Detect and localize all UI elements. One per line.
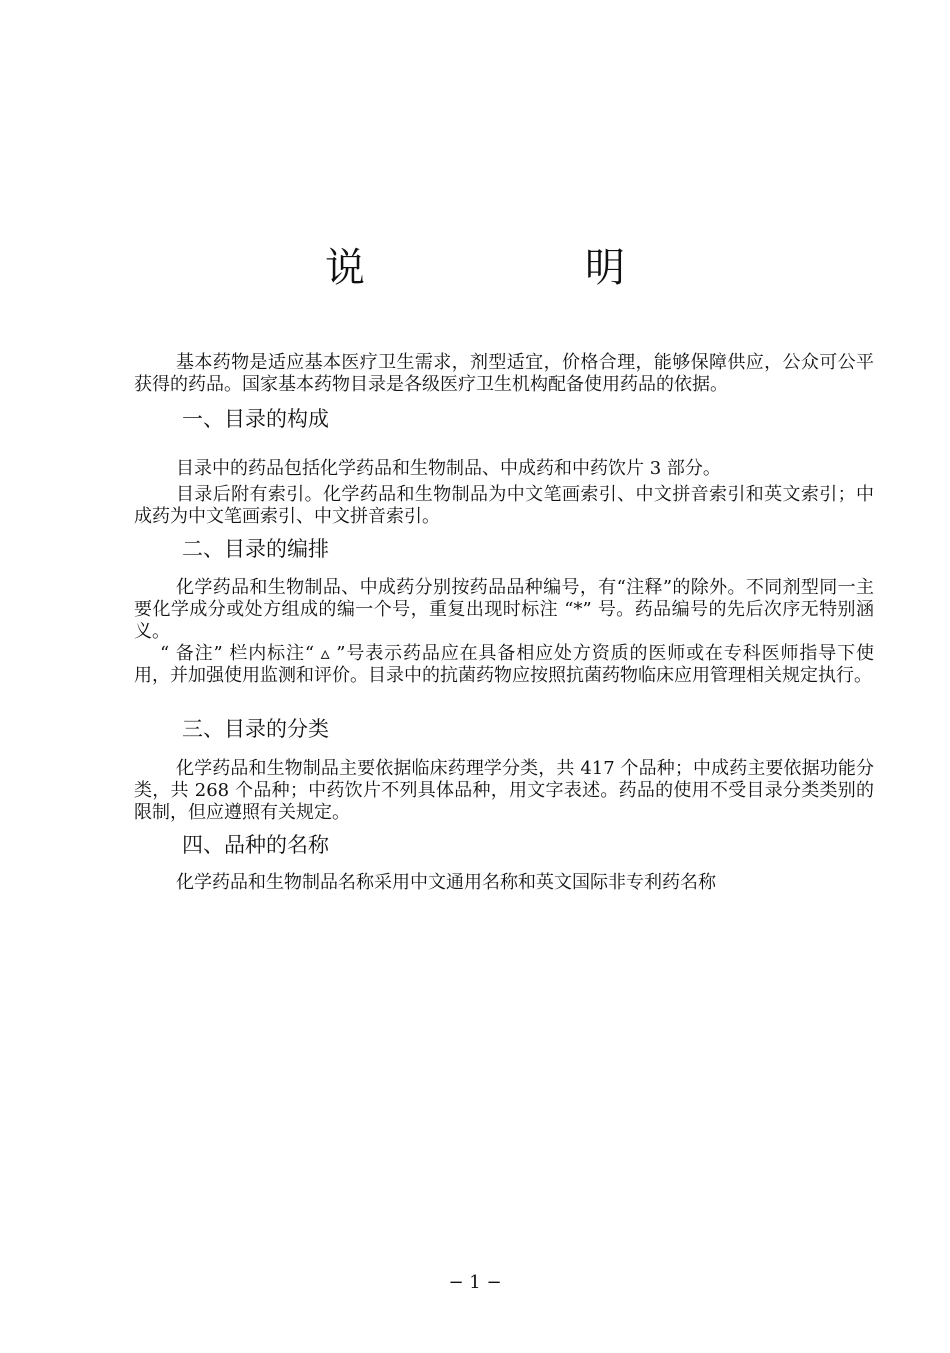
page-number: − 1 −: [448, 1272, 502, 1293]
section-heading-arrangement: 二、目录的编排: [182, 537, 329, 561]
intro-paragraph: 基本药物是适应基本医疗卫生需求，剂型适宜，价格合理，能够保障供应，公众可公平获得的药品。国家基本药物目录是各级医疗卫生机构配备使用药品的依据。: [134, 352, 874, 395]
arrangement-paragraph-2: “ 备注” 栏内标注“ ▵ ”号表示药品应在具备相应处方资质的医师或在专科医师指导下使用，并加强使用监测和评价。目录中的抗菌药物应按照抗菌药物临床应用管理相关规定执行。: [134, 643, 874, 686]
section-heading-composition: 一、目录的构成: [182, 407, 329, 431]
names-paragraph: 化学药品和生物制品名称采用中文通用名称和英文国际非专利药名称: [176, 872, 716, 893]
page-title: 说 明: [325, 245, 715, 291]
classification-paragraph: 化学药品和生物制品主要依据临床药理学分类，共 417 个品种；中成药主要依据功能分类，共 268 个品种；中药饮片不列具体品种，用文字表述。药品的使用不受目录分类类别的限制，但应遵照有关规定。: [134, 758, 874, 823]
arrangement-paragraph-1: 化学药品和生物制品、中成药分别按药品品种编号，有“注释”的除外。不同剂型同一主要化学成分或处方组成的编一个号，重复出现时标注 “*” 号。药品编号的先后次序无特别涵义。: [134, 577, 874, 642]
composition-paragraph-1: 目录中的药品包括化学药品和生物制品、中成药和中药饮片 3 部分。: [176, 458, 721, 479]
section-heading-classification: 三、目录的分类: [182, 717, 329, 741]
section-heading-names: 四、品种的名称: [182, 833, 329, 857]
composition-paragraph-2: 目录后附有索引。化学药品和生物制品为中文笔画索引、中文拼音索引和英文索引；中成药为中文笔画索引、中文拼音索引。: [134, 484, 874, 527]
